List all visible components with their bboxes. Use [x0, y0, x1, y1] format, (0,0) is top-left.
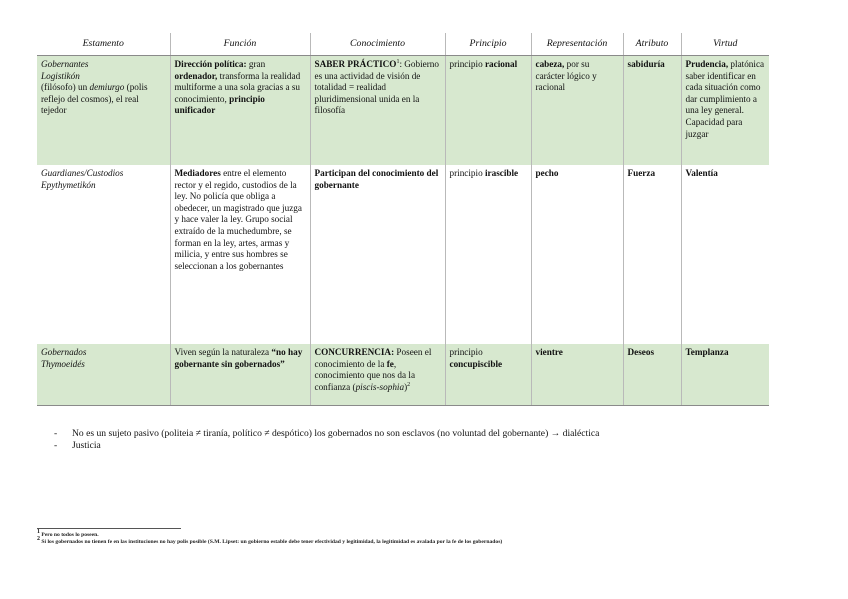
footnote-1: $^1$ Pero no todos lo poseen.: [37, 529, 99, 538]
table-header-row: [37, 33, 769, 56]
estamento-greek: Epythymetikón: [41, 179, 96, 190]
table-row-gobernados: [37, 344, 769, 406]
cell-principio: principio irascible: [445, 165, 531, 344]
estamento-greek: Thymoeidés: [41, 358, 85, 369]
cell-representacion: vientre: [531, 344, 623, 406]
cell-conocimiento: SABER PRÁCTICO$^1$: Gobierno es una actividad de visión de totalidad = realidad pluridimensional unida en la filosofía: [310, 56, 445, 166]
list-item: [54, 428, 599, 440]
table-row-guardianes: [37, 165, 769, 344]
cell-principio: principio racional: [445, 56, 531, 166]
bullet-text: Justicia: [72, 440, 101, 452]
bullet-list: [54, 428, 599, 453]
header-representacion: Representación: [531, 33, 623, 56]
header-estamento: Estamento: [37, 33, 170, 56]
cell-atributo: sabiduría: [623, 56, 681, 166]
cell-representacion: pecho: [531, 165, 623, 344]
footnotes: [37, 529, 503, 546]
cell-conocimiento: Participan del conocimiento del gobernante: [310, 165, 445, 344]
cell-estamento: [37, 165, 170, 344]
list-item: [54, 440, 599, 452]
cell-funcion: Mediadores entre el elemento rector y el regido, custodios de la ley. No policía que obliga a obedecer, un magistrado que juzga y hace valer la ley. Grupo social extraído de la muchedumbre, se forman en la ley, artes, armas y milicia, y entre sus hombres se seleccionan a los gobernantes: [170, 165, 310, 344]
footnote-ref-1: 1: [396, 58, 400, 65]
estamento-name: Gobernados: [41, 347, 87, 357]
cell-principio: principio concupiscible: [445, 344, 531, 406]
cell-estamento: [37, 56, 170, 166]
header-conocimiento: Conocimiento: [310, 33, 445, 56]
cell-atributo: Fuerza: [623, 165, 681, 344]
header-virtud: Virtud: [681, 33, 769, 56]
estamento-greek: Logistikón: [41, 70, 80, 81]
cell-representacion: cabeza, por su carácter lógico y racional: [531, 56, 623, 166]
table-row-gobernantes: [37, 56, 769, 166]
bullet-dash: -: [54, 440, 58, 452]
estamentos-table: [37, 33, 769, 406]
cell-atributo: Deseos: [623, 344, 681, 406]
cell-funcion: Dirección política: gran ordenador, transforma la realidad multiforme a una sola gracias a su conocimiento, principio unificador: [170, 56, 310, 166]
bullet-text: No es un sujeto pasivo (politeia ≠ tiranía, político ≠ despótico) los gobernados no son esclavos (no voluntad del gobernante) → dialéctica: [72, 428, 600, 439]
cell-conocimiento: CONCURRENCIA: Poseen el conocimiento de la fe, conocimiento que nos da la confianza (piscis-sophia)$^2$: [310, 344, 445, 406]
header-principio: Principio: [445, 33, 531, 56]
header-funcion: Función: [170, 33, 310, 56]
footnote-separator: [37, 528, 181, 529]
footnote-2: $^2$ Si los gobernados no tienen fe en las instituciones no hay polis posible (S.M. Lipset: un gobierno estable debe tener efectividad y legitimidad, la legitimidad es avalada por la fe de los gobernados): [37, 536, 503, 546]
cell-estamento: [37, 344, 170, 406]
cell-virtud: Prudencia, platónica saber identificar en cada situación como dar cumplimiento a una ley general. Capacidad para juzgar: [681, 56, 769, 166]
header-atributo: Atributo: [623, 33, 681, 56]
cell-virtud: Valentía: [681, 165, 769, 344]
estamento-name: Guardianes/Custodios: [41, 168, 124, 178]
cell-virtud: Templanza: [681, 344, 769, 406]
estamento-name: Gobernantes: [41, 59, 89, 69]
bullet-dash: -: [54, 428, 58, 439]
estamento-desc: (filósofo) un demiurgo (polis reflejo del cosmos), el real tejedor: [41, 82, 148, 116]
footnote-ref-2: 2: [407, 381, 411, 388]
cell-funcion: Viven según la naturaleza “no hay gobernante sin gobernados”: [170, 344, 310, 406]
